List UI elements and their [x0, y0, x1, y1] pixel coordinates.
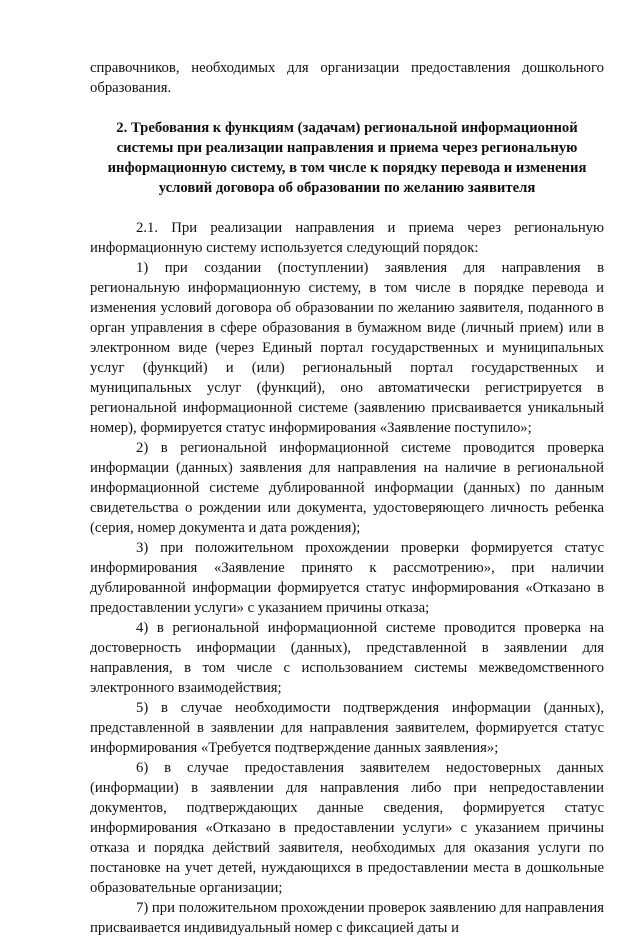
- list-item-6: 6) в случае предоставления заявителем недостоверных данных (информации) в заявлении для направления либо при непредоставлении документов, подтверждающих данные сведения, формируется статус информирования «Отказано в предоставлении услуги» с указанием причины отказа и порядка действий заявителя, необходимых для оказания услуги по постановке на учет детей, нуждающихся в предоставлении места в дошкольные образовательные организации;: [90, 760, 604, 896]
- list-item-1: 1) при создании (поступлении) заявления для направления в региональную информационную систему, в том числе в порядке перевода и изменения условий договора об образовании по желанию заявителя, поданного в орган управления в сфере образования в бумажном виде (личный прием) или в электронном виде (через Единый портал государственных и муниципальных услуг (функций) и (или) региональный портал государственных и муниципальных услуг (функций), оно автоматически регистрируется в региональной информационной системе (заявлению присваивается уникальный номер), формируется статус информирования «Заявление поступило»;: [90, 260, 604, 436]
- list-item-4: 4) в региональной информационной системе проводится проверка на достоверность информации (данных), представленной в заявлении для направления, в том числе с использованием системы межведомственного электронного взаимодействия;: [90, 620, 604, 696]
- list-item-5: 5) в случае необходимости подтверждения информации (данных), представленной в заявлении для направления заявителем, формируется статус информирования «Требуется подтверждение данных заявления»;: [90, 700, 604, 756]
- paragraph-2-1: 2.1. При реализации направления и приема через региональную информационную систему используется следующий порядок:: [90, 220, 604, 256]
- list-item-7: 7) при положительном прохождении проверок заявлению для направления присваивается индивидуальный номер с фиксацией даты и: [90, 900, 604, 936]
- section-heading: 2. Требования к функциям (задачам) региональной информационной системы при реализации направления и приема через региональную информационную систему, в том числе к порядку перевода и изменения условий договора об образовании по желанию заявителя: [107, 120, 587, 196]
- list-item-3: 3) при положительном прохождении проверки формируется статус информирования «Заявление принято к рассмотрению», при наличии дублированной информации формируется статус информирования «Отказано в предоставлении услуги» с указанием причины отказа;: [90, 540, 604, 616]
- document-page: [90, 58, 604, 938]
- list-item-2: 2) в региональной информационной системе проводится проверка информации (данных) заявления для направления на наличие в региональной информационной системе дублированной информации (данных) по данным свидетельства о рождении или документа, удостоверяющего личность ребенка (серия, номер документа и дата рождения);: [90, 440, 604, 536]
- intro-paragraph: справочников, необходимых для организации предоставления дошкольного образования.: [90, 60, 604, 96]
